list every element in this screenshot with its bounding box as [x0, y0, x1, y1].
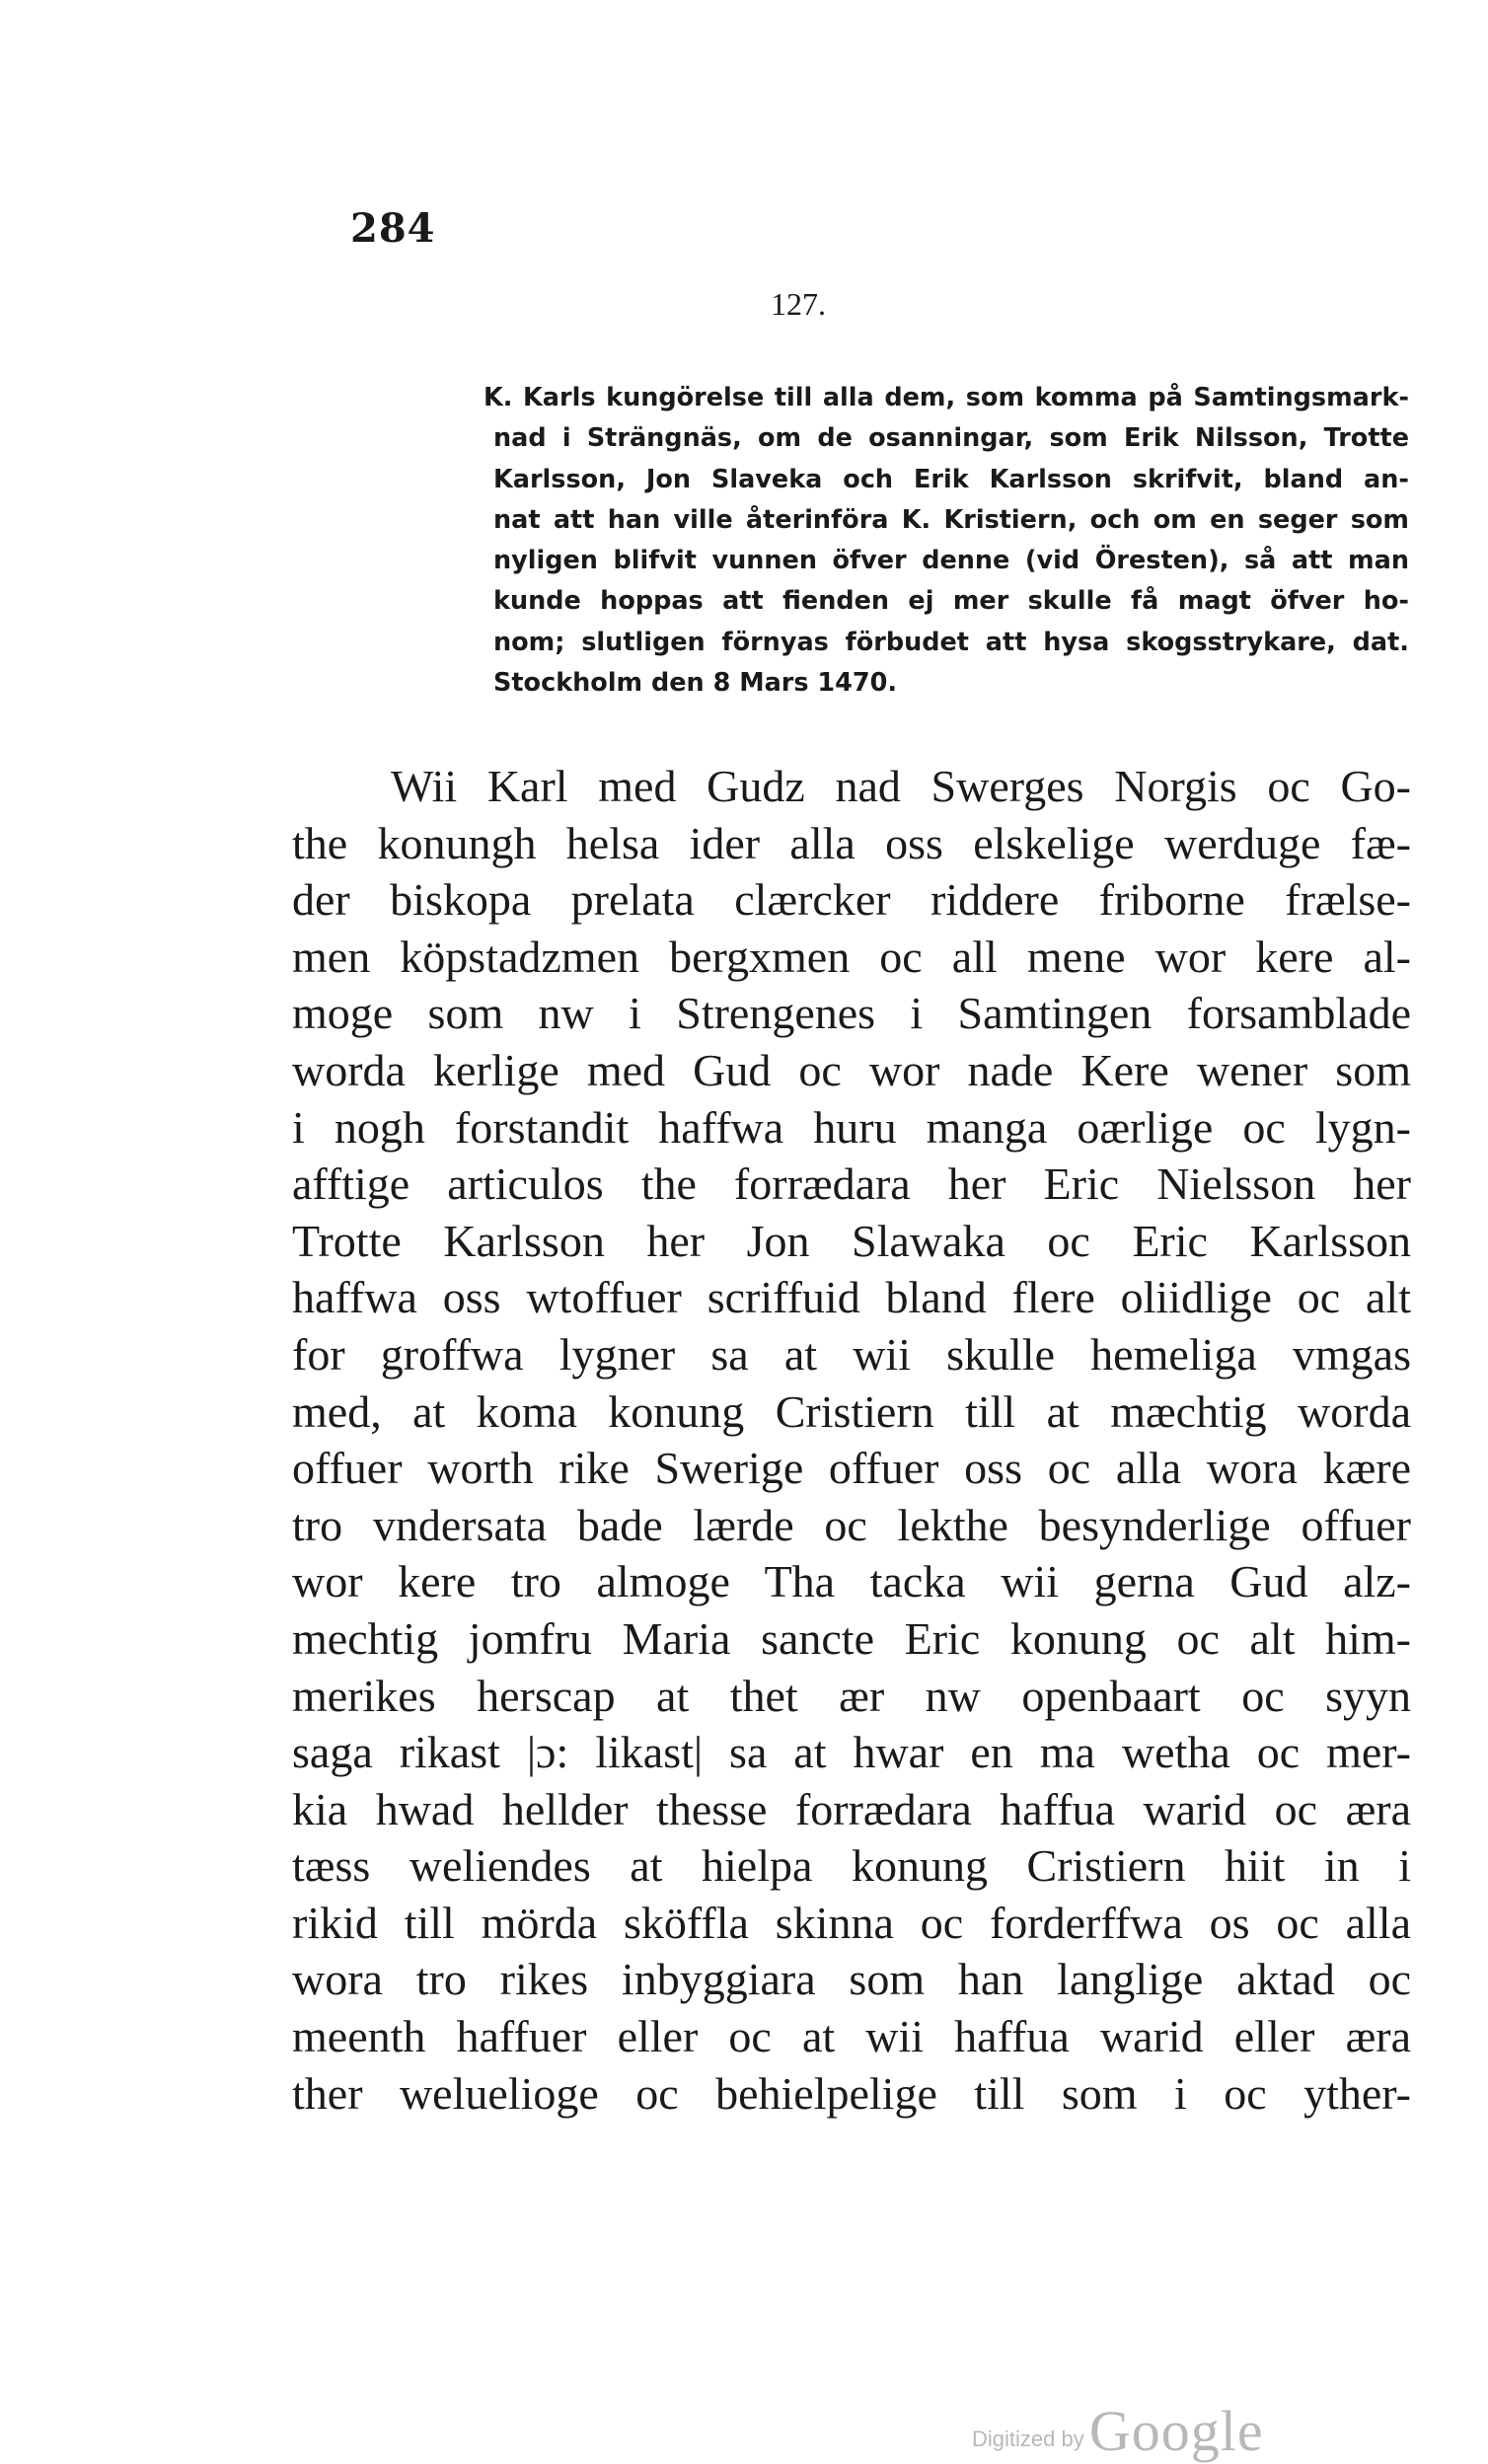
body-line: for groffwa lygner sa at wii skulle hemeliga vmgas: [292, 1328, 1411, 1380]
body-line: med, at koma konung Cristiern till at mæchtig worda: [292, 1385, 1411, 1437]
summary-line: Stockholm den 8 Mars 1470.: [493, 668, 898, 699]
letter-body: [292, 758, 1411, 2122]
body-line: men köpstadzmen bergxmen oc all mene wor kere al-: [292, 931, 1411, 982]
page-number: 284: [350, 205, 436, 252]
body-line: i nogh forstandit haffwa huru manga oærlige oc lygn-: [292, 1101, 1411, 1153]
watermark-prefix: Digitized by: [972, 2427, 1084, 2451]
body-line: the konungh helsa ider alla oss elskelige werduge fæ-: [292, 817, 1411, 868]
body-line: kia hwad hellder thesse forrædara haffua warid oc æra: [292, 1783, 1411, 1834]
body-line: meenth haffuer eller oc at wii haffua warid eller æra: [292, 2011, 1411, 2062]
body-line: der biskopa prelata clærcker riddere friborne frælse-: [292, 874, 1411, 926]
digitized-watermark: [972, 2398, 1264, 2464]
body-line: rikid till mörda sköffla skinna oc forderffwa os oc alla: [292, 1897, 1411, 1948]
body-line: worda kerlige med Gud oc wor nade Kere wener som: [292, 1044, 1411, 1095]
summary-line: nom; slutligen förnyas förbudet att hysa skogsstrykare, dat.: [493, 627, 1409, 657]
body-line: mechtig jomfru Maria sancte Eric konung oc alt him-: [292, 1612, 1411, 1664]
body-line: haffwa oss wtoffuer scriffuid bland flere oliidlige oc alt: [292, 1272, 1411, 1323]
body-line: wora tro rikes inbyggiara som han langlige aktad oc: [292, 1954, 1411, 2005]
body-line: Trotte Karlsson her Jon Slawaka oc Eric Karlsson: [292, 1215, 1411, 1266]
summary-line: K. Karls kungörelse till alla dem, som komma på Samtingsmark-: [484, 383, 1409, 412]
body-line: moge som nw i Strengenes i Samtingen forsamblade: [292, 988, 1411, 1039]
summary-line: nad i Strängnäs, om de osanningar, som Erik Nilsson, Trotte: [493, 423, 1409, 454]
summary-line: nat att han ville återinföra K. Kristiern, och om en seger som: [493, 504, 1409, 535]
body-line: ther welueliоge oc behielpelige till som i oc yther-: [292, 2067, 1411, 2119]
body-line: afftige articulos the forrædara her Eric Nielsson her: [292, 1158, 1411, 1210]
document-number: 127.: [771, 286, 826, 322]
body-line: tro vndersata bade lærde oc lekthe besynderlige offuer: [292, 1499, 1411, 1550]
summary-line: kunde hoppas att fienden ej mer skulle få magt öfver ho-: [493, 586, 1409, 617]
body-line: Wii Karl med Gudz nad Swerges Norgis oc Go-: [391, 761, 1411, 811]
body-line: wor kere tro almoge Tha tacka wii gerna Gud alz-: [292, 1556, 1411, 1607]
summary-line: Karlsson, Jon Slaveka och Erik Karlsson skrifvit, bland an-: [493, 464, 1409, 494]
body-line: tæss weliendes at hielpa konung Cristiern hiit in i: [292, 1840, 1411, 1892]
body-line: offuer worth rike Swerige offuer oss oc alla wora kære: [292, 1443, 1411, 1494]
body-line: merikes herscap at thet ær nw openbaart oc syyn: [292, 1670, 1411, 1721]
body-line: saga rikast |ɔ: likast| sa at hwar en ma wetha oc mer-: [292, 1727, 1411, 1778]
watermark-brand: Google: [1088, 2399, 1264, 2463]
summary-line: nyligen blifvit vunnen öfver denne (vid Öresten), så att man: [493, 546, 1409, 576]
document-summary: [484, 378, 1409, 704]
